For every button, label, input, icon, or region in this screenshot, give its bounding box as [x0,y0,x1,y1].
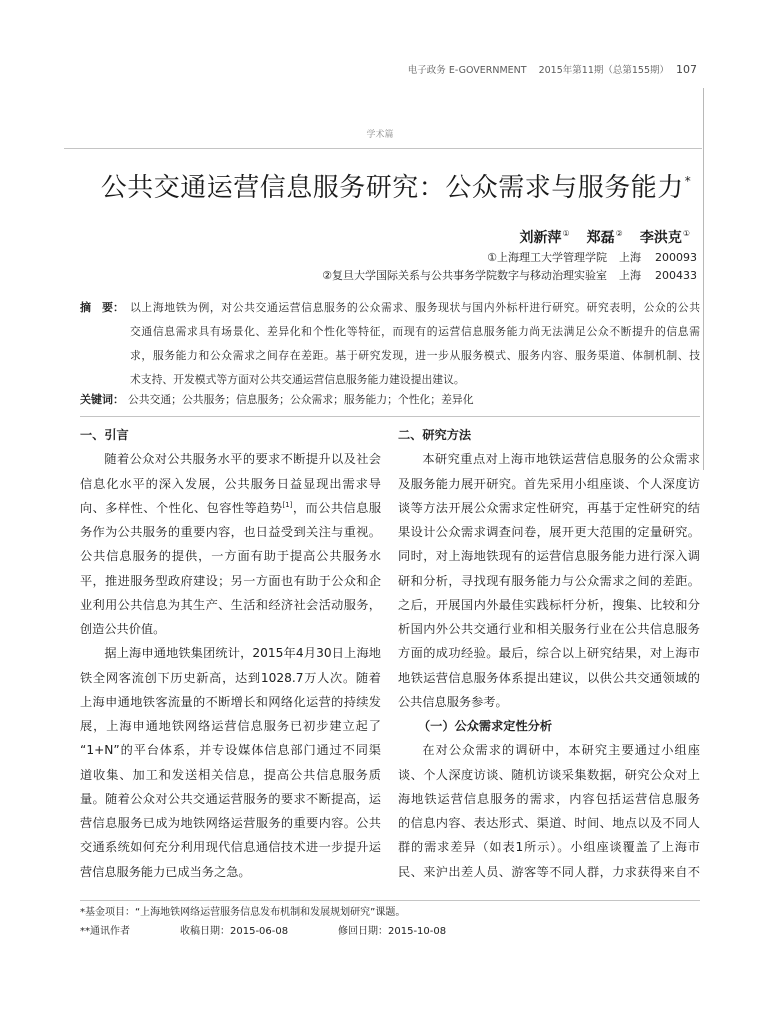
citation-marker: [1] [282,500,293,509]
body-line: 的信息内容、表达形式、渠道、时间、地点以及不同人 [398,816,700,830]
body-line: 量。随着公众对公共交通运营服务的要求不断提高，运 [80,791,381,806]
abstract-line: 交通信息需求具有场景化、差异化和个性化等特征，而现有的运营信息服务能力尚无法满足公众不断提升的信息需 [130,325,700,338]
body-line: 营信息服务已成为地铁网络运营服务的重要内容。公共 [80,816,381,830]
body-line: 营信息服务能力已成当务之急。 [80,864,251,879]
body-line: 研和分析，寻找现有服务能力与公众需求之间的差距。 [398,573,700,588]
abstract-line: 求，服务能力和公众需求之间存在差距。基于研究发现，进一步从服务模式、服务内容、服务渠道、体制机制、技 [130,349,700,362]
body-line: 同时，对上海地铁现有的运营信息服务能力进行深入调 [398,549,700,564]
corresponding-author-note: **通讯作者 [80,926,130,937]
body-line: 方面的成功经验。最后，综合以上研究结果，对上海市 [398,646,700,661]
header-divider [64,148,702,149]
affiliation-mark: ② [615,229,623,238]
subsection-heading: （一）公众需求定性分析 [418,719,553,733]
running-header [408,63,697,78]
affiliation-mark: ① [682,229,690,238]
body-line: 信息化水平的深入发展，公共服务日益显现出需求导 [80,476,381,491]
author-list [519,228,690,250]
page-number: 107 [676,63,697,76]
keywords [80,389,700,411]
affiliation-org: ②复旦大学国际关系与公共事务学院数字与移动治理实验室 [322,269,607,282]
body-line: 创造公共价值。 [80,622,166,636]
revised-date: 修回日期：2015-10-08 [338,926,447,937]
abstract-divider [80,416,700,417]
affiliation-postcode: 200093 [655,251,697,264]
affiliation [487,249,697,267]
issue-info: 2015年第11期（总第155期） [538,65,669,76]
body-line: 群的需求差异（如表1所示）。小组座谈覆盖了上海市 [398,840,700,855]
dates-footnote [80,924,446,940]
keywords-text: 公共交通；公共服务；信息服务；公众需求；服务能力；个性化；差异化 [128,393,474,406]
author-name: 郑磊 [586,230,615,246]
keywords-label: 关键词： [80,393,124,406]
paragraph [80,641,381,884]
author-name: 李洪克 [639,230,682,246]
author [640,230,690,246]
body-line: 业利用公共信息为其生产、生活和经济社会活动服务， [80,597,381,612]
body-line: 交通系统如何充分利用现代信息通信技术进一步提升运 [80,840,381,855]
left-column [80,423,381,884]
body-line: 平，推进服务型政府建设；另一方面也有助于公众和企 [80,573,381,588]
body-line: 公共信息服务参考。 [398,694,508,709]
section-heading-introduction: 一、引言 [80,428,129,442]
footnote-divider [80,900,700,901]
affiliation-city: 上海 [619,251,641,264]
body-line: 随着公众对公共服务水平的要求不断提升以及社会 [104,452,381,467]
body-line: 铁全网客流创下历史新高，达到1028.7万人次。随着 [80,670,381,685]
body-line: 公共信息服务的提供，一方面有助于提高公共服务水 [80,549,381,564]
body-line: 据上海申通地铁集团统计，2015年4月30日上海地 [104,646,381,661]
body-line: 果设计公众需求调查问卷，展开更大范围的定量研究。 [398,525,700,539]
body-line: 本研究重点对上海市地铁运营信息服务的公众需求 [422,452,700,467]
body-line [80,496,381,520]
funding-footnote: *基金项目：“上海地铁网络运营服务信息发布机制和发展规划研究”课题。 [80,907,406,918]
body-line: 谈等方法开展公众需求定性研究，再基于定性研究的结 [398,500,700,515]
margin-vertical-rule [703,88,704,470]
paragraph [80,447,381,641]
affiliation-postcode: 200433 [655,269,697,282]
body-line: 及服务能力展开研究。首先采用小组座谈、个人深度访 [398,476,700,491]
abstract-label: 摘 要： [80,301,124,314]
abstract-text [130,296,700,392]
affiliation [322,267,697,285]
body-line: 地铁运营信息服务体系提出建议，以供公共交通领域的 [398,670,700,685]
section-heading-methods: 二、研究方法 [398,428,472,442]
body-line: 民、来沪出差人员、游客等不同人群，力求获得来自不 [398,864,700,879]
paragraph [398,447,700,714]
body-line: 之后，开展国内外最佳实践标杆分析，搜集、比较和分 [398,597,700,612]
body-text: 向、多样性、个性化、包容性等趋势 [80,500,283,515]
affiliation-mark: ① [562,229,570,238]
affiliation-org: ①上海理工大学管理学院 [487,251,607,264]
body-line: “1+N”的平台体系，并专设媒体信息部门通过不同渠 [80,743,381,758]
body-line: 道收集、加工和发送相关信息，提高公共信息服务质 [80,767,381,782]
body-line: 析国内外公共交通行业和相关服务行业在公共信息服务 [398,622,700,636]
title-footnote-mark: * [684,174,692,188]
paper-title [86,172,706,208]
author [519,230,569,246]
section-label: 学术篇 [366,130,394,140]
journal-name: 电子政务 E-GOVERNMENT [407,65,527,76]
body-line: 海地铁运营信息服务的需求，内容包括运营信息服务 [398,791,700,806]
abstract-line: 术支持、开发模式等方面对公共交通运营信息服务能力建设提出建议。 [130,373,465,386]
body-line: 务作为公共服务的重要内容，也日益受到关注与重视。 [80,525,381,539]
author [587,230,623,246]
body-line: 在对公众需求的调研中，本研究主要通过小组座 [422,743,700,758]
paragraph [398,738,700,884]
received-date: 收稿日期：2015-06-08 [180,926,289,937]
right-column [398,423,700,884]
abstract [80,296,700,392]
body-line: 谈、个人深度访谈、随机访谈采集数据，研究公众对上 [398,767,700,782]
body-line: 展，上海申通地铁网络运营信息服务已初步建立起了 [80,719,381,733]
body-line: 上海申通地铁客流量的不断增长和网络化运营的持续发 [80,694,381,709]
affiliation-city: 上海 [619,269,641,282]
paper-title-text: 公共交通运营信息服务研究：公众需求与服务能力 [100,173,684,203]
abstract-line: 以上海地铁为例，对公共交通运营信息服务的公众需求、服务现状与国内外标杆进行研究。研究表明，公众的公共 [130,301,700,314]
author-name: 刘新萍 [519,230,562,246]
body-text: ，而公共信息服 [292,500,382,515]
